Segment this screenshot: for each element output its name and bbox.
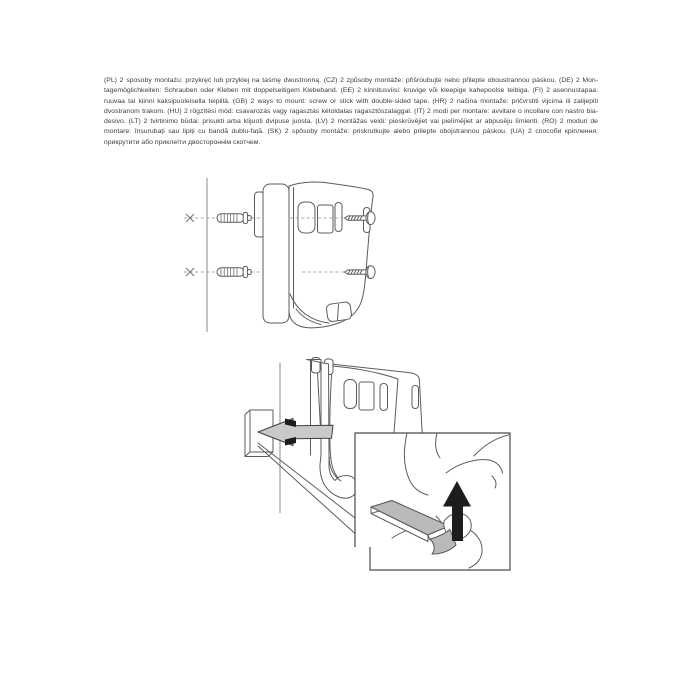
wall-plug [217, 266, 251, 277]
figure-screw-mount [180, 170, 390, 340]
instruction-line: прикрутити або приклеїти двостороннім скотчем. [104, 138, 261, 146]
wall-plug [217, 212, 251, 223]
instruction-line: dvostranom trakom. (HU) 2 rögzítési mód: csavarozás vagy ragasztás kétoldalas ragasztószalaggal. (IT) 2 modi per montare: avvitare o incollare con nastro bia- [104, 107, 598, 115]
callout-box-background [355, 433, 510, 570]
figure-tape-mount [240, 355, 520, 595]
instruction-line: ruuvaa tai kiinni kaksipuoleisella teipillä. (GB) 2 ways to mount: screw or stick with double-sided tape. (HR) 2 načina montaže: pričvrstiti vijcima ili zalijepiti [104, 97, 598, 105]
holder-bracket [255, 182, 374, 328]
drill-mark-x [186, 268, 194, 276]
instruction-line: tagemöglichkeiten: Schrauben oder Kleben mit doppelseitigem Klebeband. (EE) 2 kinnitusviisi: kruvige või kleepige kahepoolse teibiga. (FI) 2 asennustapaa: [104, 87, 598, 95]
multilingual-instructions [104, 76, 598, 148]
instruction-line: (PL) 2 sposoby montażu: przykręć lub przyklej na taśmę dwustronną. (CZ) 2 způsoby montáže: přišroubujte nebo přilepte oboustrannou páskou. (DE) 2 Mon- [104, 77, 598, 84]
instruction-line: montare: înșurubați sau lipiți cu bandă dublu-față. (SK) 2 spôsoby montáže: priskrutkujte alebo prilepte obojstrannou páskou. (UA) 2 способи кріплення: [104, 128, 598, 136]
drill-mark-x [186, 214, 194, 222]
instruction-line: desivo. (LT) 2 tvirtinimo būdai: prisukti arba klijuoti dvipuse juosta. (LV) 2 montāžas veidi: pieskrūvējiet vai pielīmējiet ar abpusēju līmlenti. (RO) 2 moduri de [104, 118, 598, 125]
